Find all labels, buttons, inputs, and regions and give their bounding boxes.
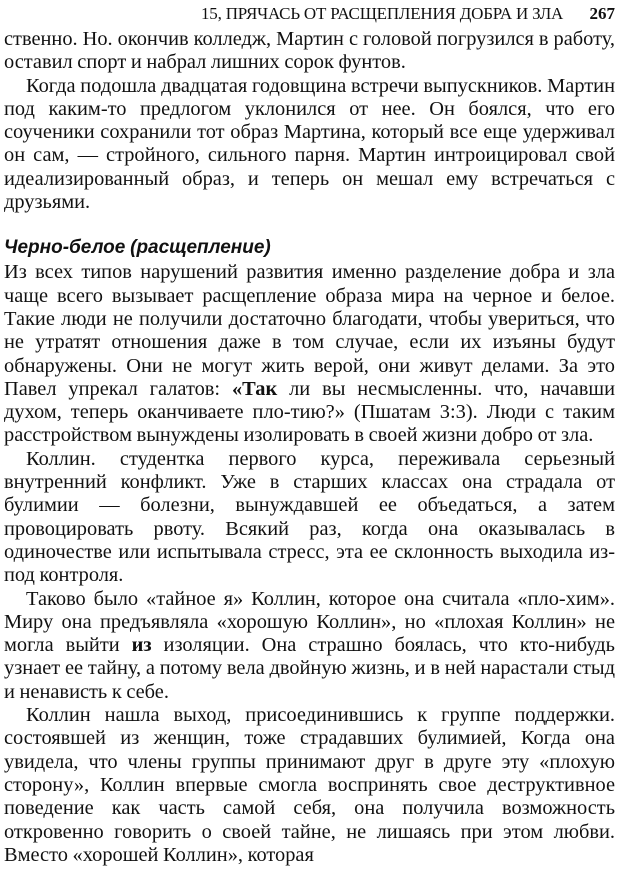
bold-word: из [131, 634, 152, 657]
paragraph-collin-bulimia: Коллин. студентка первого курса, переживала серьезный внутренний конфликт. Уже в старших классах она страдала от булимии — болезни, вынуждавшей ее объедаться, а затем провоцировать рвоту. Всякий раз, когда она оказывалась в одиночестве или испытывала стресс, эта ее склонность выходила из-под контроля. [4, 447, 615, 587]
paragraph-continued: ственно. Но. окончив колледж, Мартин с головой погрузился в работу, оставил спорт и набрал лишних сорок фунтов. [4, 28, 615, 74]
bold-quote-start: «Так [231, 377, 278, 400]
paragraph-reunion: Когда подошла двадцатая годовщина встречи выпускников. Мартин под каким-то предлогом уклонился от нее. Он боялся, что его соученики сохранили тот образ Мартина, который все еще удерживал он сам, — стройного, сильного парня. Мартин интроицировал свой идеализированный образ, и теперь он мешал ему встречаться с друзьями. [4, 74, 615, 214]
paragraph-text: Таково было «тайное я» Коллин, которое она считала «пло-хим». Миру она предъявляла «хорошую Коллин», но «плохая Коллин» не могла выйти [4, 587, 615, 657]
paragraph-splitting-intro [4, 261, 615, 447]
paragraph-text: Из всех типов нарушений развития именно разделение добра и зла чаще всего вызывает расщепление образа мира на черное и белое. Такие люди не получили достаточно благодати, чтобы увериться, что не утратят отношения даже в том случае, если их изъяны будут обнаружены. Они не могут жить верой, они живут делами. За это Павел упрекал галатов: [4, 261, 615, 400]
chapter-running-title: 15, ПРЯЧАСЬ ОТ РАСЩЕПЛЕНИЯ ДОБРА И ЗЛА [201, 4, 564, 23]
page-number: 267 [589, 4, 615, 23]
section-heading: Черно-белое (расщепление) [4, 237, 271, 259]
body-text [4, 28, 615, 867]
running-header [4, 0, 615, 28]
paragraph-text: ли вы несмысленны. что, начавши духом, теперь оканчиваете пло-тию?» (Пшатам 3:3). Люди с таким расстройством вынуждены изолировать в своей жизни добро от зла. [4, 377, 615, 447]
paragraph-support-group: Коллин нашла выход, присоединившись к группе поддержки. состоявшей из женщин, тоже страдавших булимией, Когда она увидела, что члены группы принимают друг в друге эту «плохую сторону», Коллин впервые смогла воспринять свое деструктивное поведение как часть самой себя, она получила возможность откровенно говорить о своей тайне, не лишаясь при этом любви. Вместо «хорошей Коллин», которая [4, 704, 615, 866]
paragraph-text: изоляции. Она страшно боялась, что кто-нибудь узнает ее тайну, а потому вела двойную жизнь, и в ней нарастали стыд и ненависть к себе. [4, 634, 615, 703]
paragraph-secret-self [4, 588, 615, 704]
